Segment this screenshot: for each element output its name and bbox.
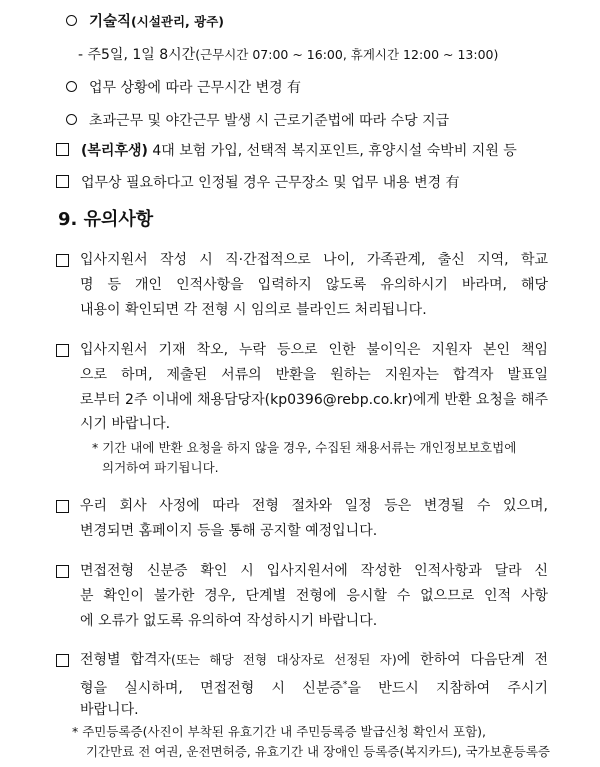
p5-line-1 [80,650,548,670]
p2-line-3-text: 로부터 2주 이내에 채용담당자(kp0396@rebp.co.kr)에게 반환 요청을 해주 [80,392,548,408]
p4-bullet [56,563,81,583]
p4-line-2-text: 분 확인이 불가한 경우, 단계별 전형에 응시할 수 없으므로 인적 사항 [80,588,548,604]
top-item-2 [66,111,449,131]
square-bullet-icon [56,175,69,188]
p1-line-2-text: 명 등 개인 인적사항을 입력하지 않도록 유의하시기 바라며, 해당 [80,277,548,293]
p5-note-2: 기간만료 전 여권, 운전면허증, 유효기간 내 장애인 등록증(복지카드), 국가보훈등록증 [86,744,551,759]
circle-bullet-icon [66,81,77,92]
p2-line-2-text: 으로 하며, 제출된 서류의 반환을 원하는 지원자는 합격자 발표일 [80,367,548,383]
p1-line-3: 내용이 확인되면 각 전형 시 임의로 블라인드 처리됩니다. [80,302,427,318]
circle-bullet-icon [66,15,77,26]
square-bullet-icon [56,344,69,357]
p5-line-1-a: 전형별 합격자 [80,652,171,668]
square-bullet-icon [56,500,69,513]
footnote-star: * [342,680,348,690]
p2-line-4: 시기 바랍니다. [80,416,171,432]
p2-note-1: * 기간 내에 반환 요청을 하지 않을 경우, 수집된 채용서류는 개인정보보호법에 [92,440,517,455]
top-item-1-text: 업무 상황에 따라 근무시간 변경 有 [89,80,302,96]
p2-line-1 [80,340,548,360]
job-title: 기술직 [89,14,132,30]
square-bullet-icon [56,654,69,667]
p3-line-2: 변경되면 홈페이지 등을 통해 공지할 예정입니다. [80,523,378,539]
change-line [56,173,460,193]
top-item-2-text: 초과근무 및 야간근무 발생 시 근로기준법에 따라 수당 지급 [89,113,450,129]
hours-detail: (근무시간 07:00 ~ 16:00, 휴게시간 12:00 ~ 13:00) [195,47,499,62]
section-9-heading: 9. 유의사항 [58,209,154,230]
p5-line-2 [80,675,548,699]
p5-line-1-b: (또는 해당 전형 대상자로 선정된 자) [171,652,397,667]
p3-line-1-text: 우리 회사 사정에 따라 전형 절차와 일정 등은 변경될 수 있으며, [80,498,548,514]
p5-line-1-wrap [80,650,548,670]
p3-bullet [56,498,81,518]
p2-line-3 [80,390,548,410]
top-item-1 [66,78,301,98]
square-bullet-icon [56,565,69,578]
p5-line-3: 바랍니다. [80,702,139,718]
p4-line-1-text: 면접전형 신분증 확인 시 입사지원서에 작성한 인적사항과 달라 신 [80,563,548,579]
p4-line-2 [80,586,548,606]
p4-line-3: 에 오류가 없도록 유의하여 작성하시기 바랍니다. [80,613,378,629]
welfare-label: (복리후생) [81,143,148,159]
job-title-line [66,12,224,32]
job-subtitle: (시설관리, 광주) [131,14,225,29]
p5-line-2-wrap [80,675,548,699]
square-bullet-icon [56,143,69,156]
p5-line-2-b: 을 반드시 지참하여 주시기 [347,680,548,697]
p1-bullet [56,252,81,272]
hours-text: - 주5일, 1일 8시간 [78,47,196,63]
p4-line-1 [80,561,548,581]
welfare-text: 4대 보험 가입, 선택적 복지포인트, 휴양시설 숙박비 지원 등 [147,143,517,159]
p2-note-2: 의거하여 파기됩니다. [102,460,219,475]
square-bullet-icon [56,254,69,267]
welfare-line [56,141,517,161]
p5-note-1: * 주민등록증(사진이 부착된 유효기간 내 주민등록증 발급신청 확인서 포함), [72,724,487,739]
change-text: 업무상 필요하다고 인정될 경우 근무장소 및 업무 내용 변경 有 [81,175,460,191]
p3-line-1 [80,496,548,516]
p1-line-2 [80,275,548,295]
p5-bullet [56,652,81,672]
p1-line-1-text: 입사지원서 작성 시 직·간접적으로 나이, 가족관계, 출신 지역, 학교 [80,252,548,268]
p1-line-1 [80,250,548,270]
p5-line-2-a: 형을 실시하며, 면접전형 시 신분증 [80,680,343,697]
circle-bullet-icon [66,114,77,125]
p5-line-1-c: 에 한하여 다음단계 전 [396,652,548,668]
p2-line-1-text: 입사지원서 기재 착오, 누락 등으로 인한 불이익은 지원자 본인 책임 [80,342,548,358]
p2-line-2 [80,365,548,385]
p2-bullet [56,342,81,362]
hours-line [78,45,498,65]
